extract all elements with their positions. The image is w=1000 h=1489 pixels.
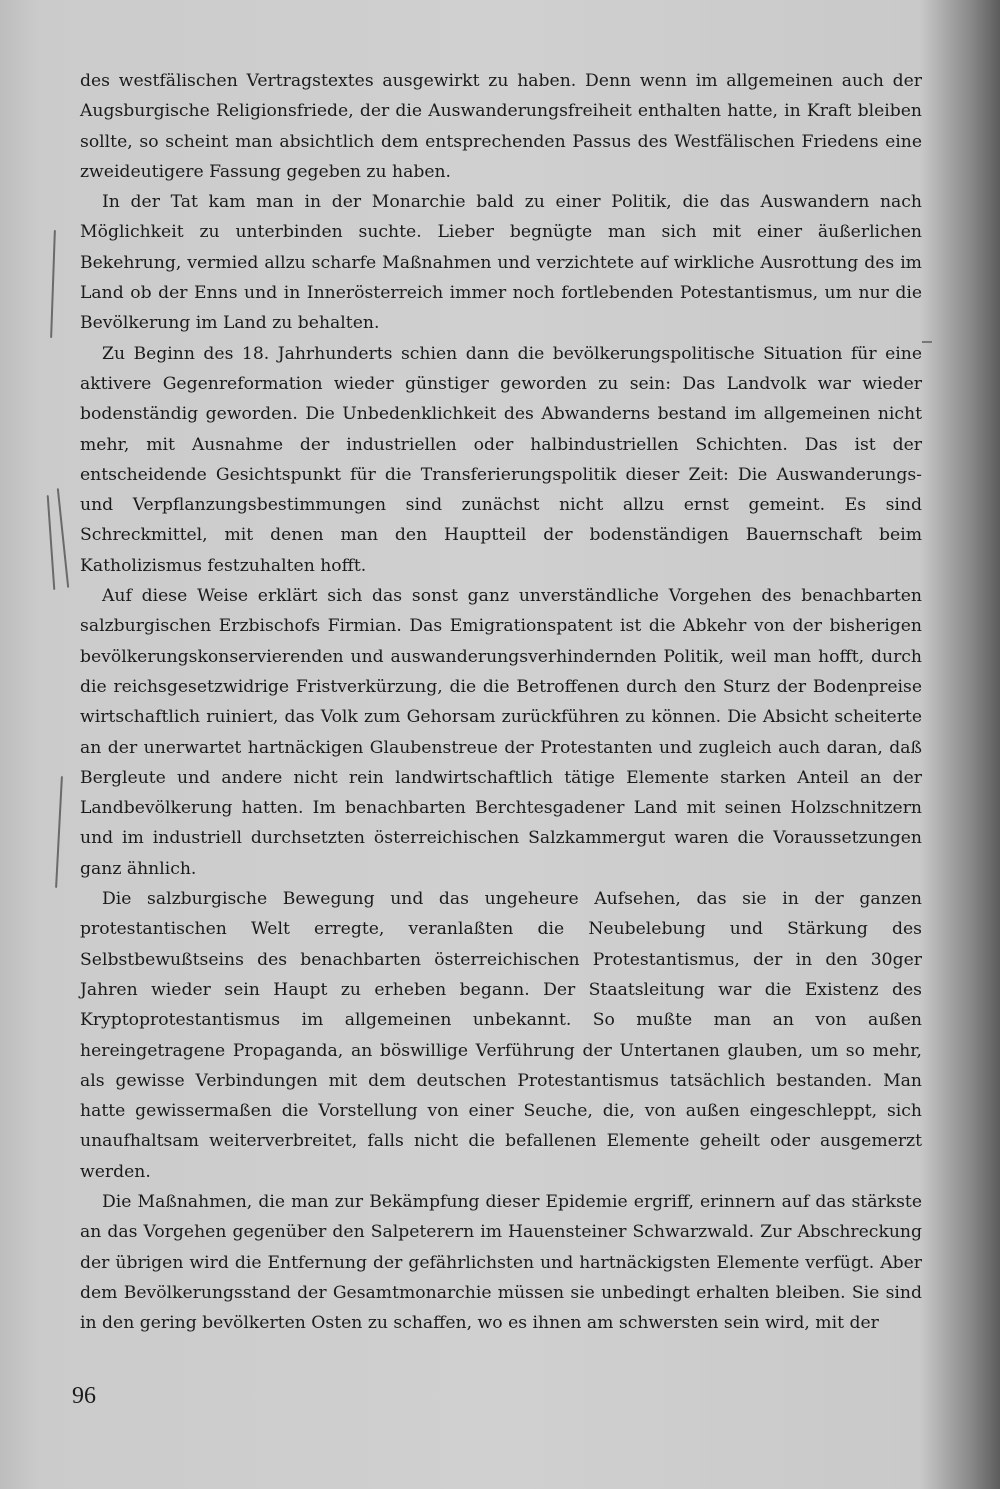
body-text (80, 66, 922, 1338)
pencil-margin-mark (50, 230, 56, 338)
pencil-margin-mark (57, 488, 69, 588)
pencil-margin-mark (47, 495, 56, 590)
paragraph-3: Zu Beginn des 18. Jahrhunderts schien dann die bevölkerungspolitische Situation für eine aktivere Gegenreformation wieder günstiger geworden zu sein: Das Landvolk war wieder bodenständig geworden. Die Unbedenklichkeit des Abwanderns bestand im allgemeinen nicht mehr, mit Ausnahme der industriellen oder halbindustriellen Schichten. Das ist der entscheidende Gesichtspunkt für die Transferierungspolitik dieser Zeit: Die Auswanderungs- und Verpflanzungsbestimmungen sind zunächst nicht allzu ernst gemeint. Es sind Schreckmittel, mit denen man den Hauptteil der bodenständigen Bauernschaft beim Katholizismus festzuhalten hofft. (80, 343, 922, 576)
paragraph-4: Auf diese Weise erklärt sich das sonst ganz unverständliche Vorgehen des benachbarten salzburgischen Erzbischofs Firmian. Das Emigrationspatent ist die Abkehr von der bisherigen bevölkerungskonservierenden und auswanderungsverhindernden Politik, weil man hofft, durch die reichsgesetzwidrige Fristverkürzung, die die Betroffenen durch den Sturz der Bodenpreise wirtschaftlich ruiniert, das Volk zum Gehorsam zurückführen zu können. Die Absicht scheiterte an der unerwartet hartnäckigen Glaubenstreue der Protestanten und zugleich auch daran, daß Bergleute und andere nicht rein landwirtschaftlich tätige Elemente starken Anteil an der Landbevölkerung hatten. Im benachbarten Berchtesgadener Land mit seinen Holzschnitzern und im industriell durchsetzten österreichischen Salzkammergut waren die Voraussetzungen ganz ähnlich. (80, 586, 922, 879)
paragraph-5: Die salzburgische Bewegung und das ungeheure Aufsehen, das sie in der ganzen protestantischen Welt erregte, veranlaßten die Neubelebung und Stärkung des Selbstbewußtseins des benachbarten österreichischen Protestantismus, der in den 30ger Jahren wieder sein Haupt zu erheben begann. Der Staatsleitung war die Existenz des Kryptoprotestantismus im allgemeinen unbekannt. So mußte man an von außen hereingetragene Propaganda, an böswillige Verführung der Untertanen glauben, um so mehr, als gewisse Verbindungen mit dem deutschen Protestantismus tatsächlich bestanden. Man hatte gewissermaßen die Vorstellung von einer Seuche, die, von außen eingeschleppt, sich unaufhaltsam weiterverbreitet, falls nicht die befallenen Elemente geheilt oder ausgemerzt werden. (80, 889, 922, 1182)
paragraph-6: Die Maßnahmen, die man zur Bekämpfung dieser Epidemie ergriff, erinnern auf das stärkste an das Vorgehen gegenüber den Salpeterern im Hauensteiner Schwarzwald. Zur Abschreckung der übrigen wird die Entfernung der gefährlichsten und hartnäckigsten Elemente verfügt. Aber dem Bevölkerungsstand der Gesamtmonarchie müssen sie unbedingt erhalten bleiben. Sie sind in den gering bevölkerten Osten zu schaffen, wo es ihnen am schwersten sein wird, mit der (80, 1191, 922, 1334)
paragraph-2: In der Tat kam man in der Monarchie bald zu einer Politik, die das Auswandern nach Möglichkeit zu unterbinden suchte. Lieber begnügte man sich mit einer äußerlichen Bekehrung, vermied allzu scharfe Maßnahmen und verzichtete auf wirkliche Ausrottung des im Land ob der Enns und in Innerösterreich immer noch fortlebenden Potestantismus, um nur die Bevölkerung im Land zu behalten. (80, 192, 922, 334)
page-number: 96 (72, 1383, 96, 1409)
pencil-margin-dash (922, 341, 932, 343)
pencil-margin-mark (55, 776, 63, 888)
paragraph-1: des westfälischen Vertragstextes ausgewirkt zu haben. Denn wenn im allgemeinen auch der Augsburgische Religionsfriede, der die Auswanderungsfreiheit enthalten hatte, in Kraft bleiben sollte, so scheint man absichtlich dem entsprechenden Passus des Westfälischen Friedens eine zweideutigere Fassung gegeben zu haben. (80, 71, 922, 182)
